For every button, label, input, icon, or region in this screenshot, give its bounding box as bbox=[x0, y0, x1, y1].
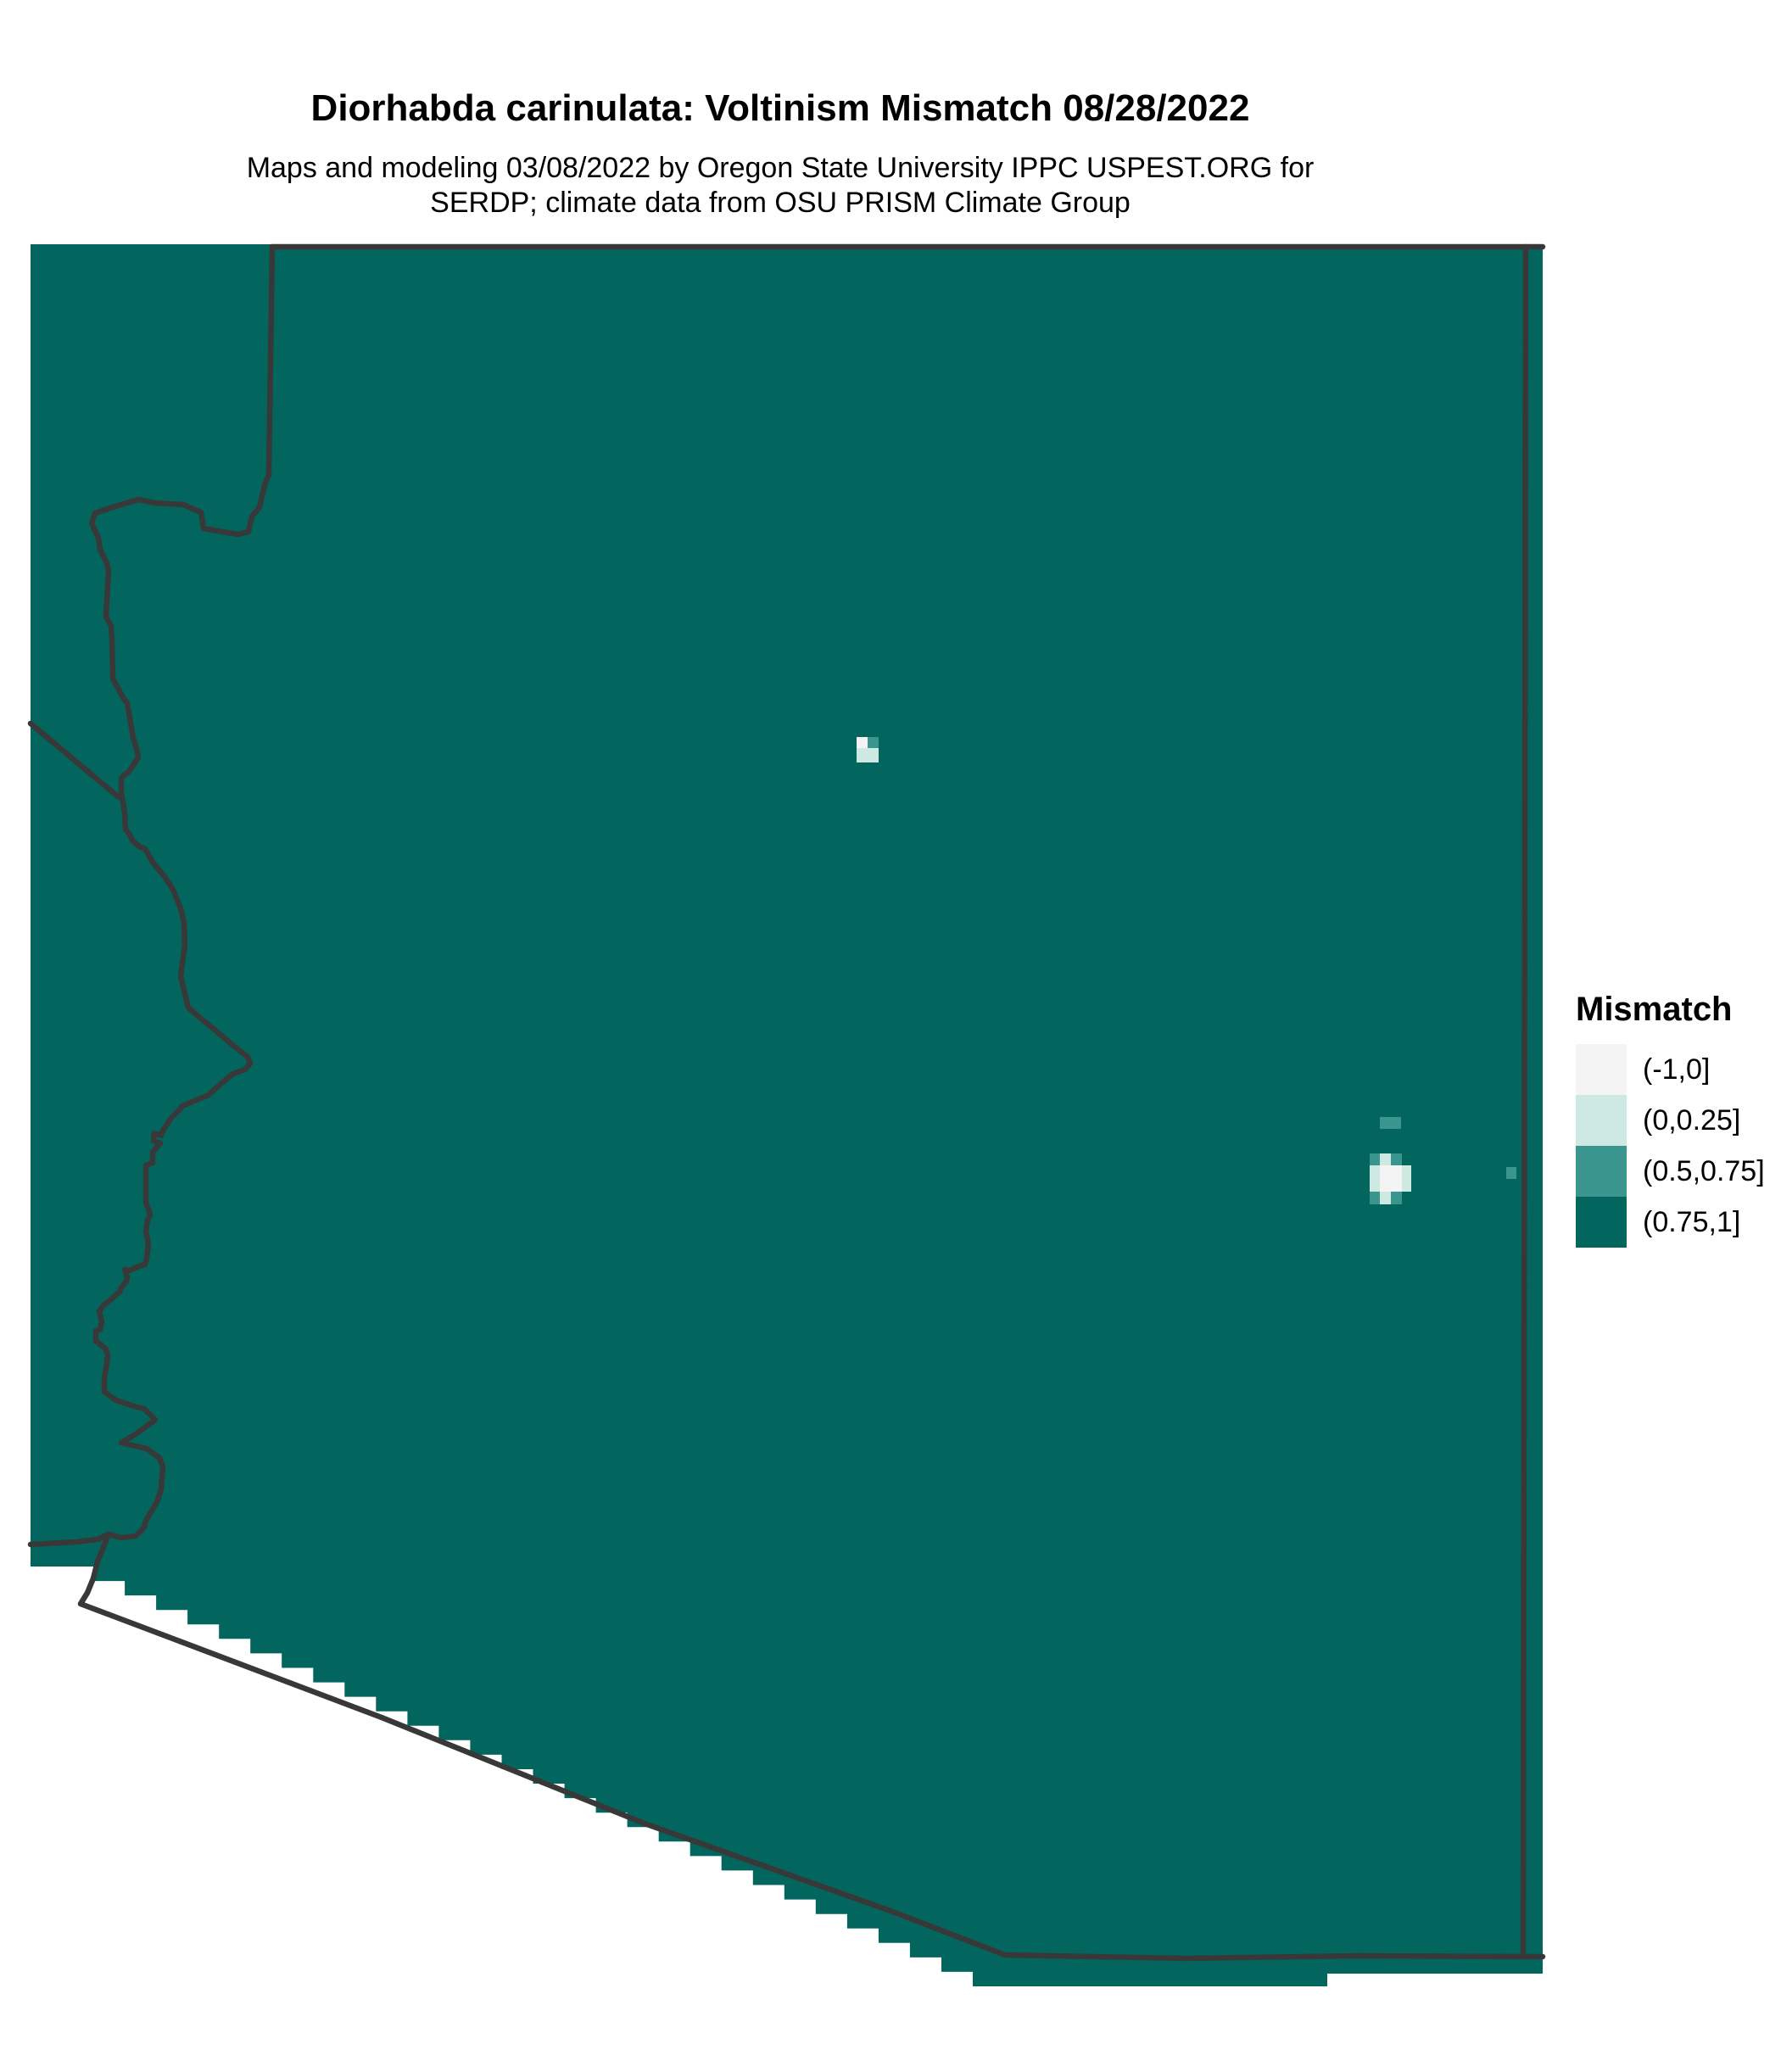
legend-label: (0,0.25] bbox=[1643, 1103, 1741, 1137]
mismatch-cell-north-spot bbox=[857, 748, 879, 762]
mismatch-cell-east-spot bbox=[1402, 1165, 1411, 1192]
legend-swatch-icon bbox=[1576, 1044, 1627, 1095]
legend-item-1 bbox=[1576, 1095, 1765, 1146]
mismatch-cell-east-spot bbox=[1380, 1153, 1391, 1165]
legend-items bbox=[1576, 1044, 1765, 1248]
legend-item-3 bbox=[1576, 1197, 1765, 1248]
mismatch-cell-north-spot bbox=[868, 737, 879, 748]
legend-label: (0.75,1] bbox=[1643, 1205, 1741, 1238]
legend bbox=[1576, 991, 1765, 1248]
mismatch-cell-east-spot bbox=[1391, 1153, 1402, 1165]
mismatch-cell-east-dash bbox=[1380, 1117, 1401, 1129]
mismatch-cell-east-spot bbox=[1391, 1192, 1402, 1204]
legend-label: (0.5,0.75] bbox=[1643, 1154, 1765, 1187]
mismatch-cell-east-spot bbox=[1370, 1153, 1380, 1165]
mismatch-cell-east-spot bbox=[1370, 1165, 1380, 1192]
legend-swatch-icon bbox=[1576, 1095, 1627, 1146]
figure-title: Diorhabda carinulata: Voltinism Mismatch 08/28/2022 bbox=[310, 87, 1250, 129]
legend-item-0 bbox=[1576, 1044, 1765, 1095]
mismatch-cell-east-spot bbox=[1380, 1165, 1402, 1192]
mismatch-cell-east-spot bbox=[1370, 1192, 1380, 1204]
legend-label: (-1,0] bbox=[1643, 1053, 1711, 1086]
figure-subtitle-line2: SERDP; climate data from OSU PRISM Climate Group bbox=[430, 187, 1131, 219]
legend-swatch-icon bbox=[1576, 1146, 1627, 1197]
mismatch-cell-north-spot bbox=[857, 737, 868, 748]
mismatch-cell-east-spot bbox=[1380, 1192, 1391, 1204]
legend-title: Mismatch bbox=[1576, 991, 1733, 1028]
mismatch-cell-east-single bbox=[1506, 1167, 1516, 1179]
state-line-east-109w bbox=[1523, 247, 1526, 1956]
legend-item-2 bbox=[1576, 1146, 1765, 1197]
figure-subtitle-line1: Maps and modeling 03/08/2022 by Oregon State University IPPC USPEST.ORG for bbox=[246, 152, 1315, 184]
legend-swatch-icon bbox=[1576, 1197, 1627, 1248]
